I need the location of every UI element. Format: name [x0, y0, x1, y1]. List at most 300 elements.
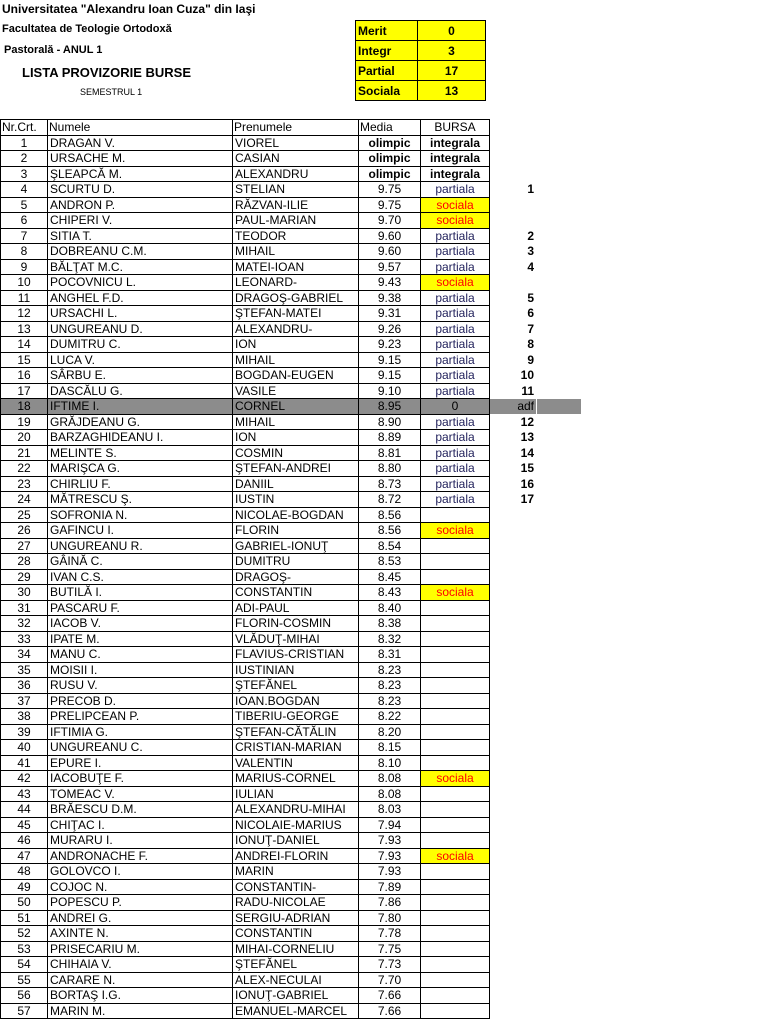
row-rank: 5	[527, 290, 534, 305]
row-spacer	[537, 383, 581, 399]
row-number: 16	[1, 368, 48, 384]
row-surname: SÂRBU E.	[48, 368, 233, 384]
table-row	[1, 352, 581, 368]
row-rank: 1	[527, 182, 534, 197]
row-surname: TOMEAC V.	[48, 786, 233, 802]
row-spacer	[537, 647, 581, 663]
row-number: 47	[1, 848, 48, 864]
row-spacer	[537, 461, 581, 477]
row-number: 27	[1, 538, 48, 554]
table-row	[1, 616, 581, 632]
row-first-name: ŞTEFAN-CĂTĂLIN	[233, 724, 359, 740]
row-average: 7.86	[359, 895, 421, 911]
row-number: 24	[1, 492, 48, 508]
table-row	[1, 430, 581, 446]
row-rank: 10	[520, 368, 534, 383]
row-surname: ANGHEL F.D.	[48, 290, 233, 306]
row-rank	[490, 275, 537, 291]
row-number: 45	[1, 817, 48, 833]
table-row	[1, 833, 581, 849]
row-surname: IFTIMIA G.	[48, 724, 233, 740]
row-scholarship: 0	[421, 399, 490, 415]
row-spacer	[537, 941, 581, 957]
table-row	[1, 445, 581, 461]
row-first-name: MIHAI-CORNELIU	[233, 941, 359, 957]
row-first-name: LEONARD-	[233, 275, 359, 291]
row-first-name: ALEXANDRU-	[233, 321, 359, 337]
row-spacer	[537, 197, 581, 213]
row-average: 7.66	[359, 1003, 421, 1019]
row-average: 8.08	[359, 771, 421, 787]
row-surname: PRECOB D.	[48, 693, 233, 709]
university-name: Universitatea "Alexandru Ioan Cuza" din Iaşi	[2, 2, 256, 16]
table-row	[1, 1003, 581, 1019]
row-number: 5	[1, 197, 48, 213]
row-scholarship	[421, 957, 490, 973]
row-scholarship	[421, 988, 490, 1004]
row-surname: URSACHI L.	[48, 306, 233, 322]
row-rank	[490, 848, 537, 864]
row-number: 44	[1, 802, 48, 818]
row-scholarship	[421, 569, 490, 585]
row-surname: ANDRONACHE F.	[48, 848, 233, 864]
row-number: 26	[1, 523, 48, 539]
row-number: 30	[1, 585, 48, 601]
row-first-name: ŞTEFĂNEL	[233, 957, 359, 973]
row-spacer	[537, 631, 581, 647]
summary-value: 3	[418, 41, 486, 61]
table-row	[1, 895, 581, 911]
row-number: 28	[1, 554, 48, 570]
row-rank	[490, 135, 537, 151]
table-row	[1, 337, 581, 353]
row-rank	[490, 616, 537, 632]
row-surname: IPATE M.	[48, 631, 233, 647]
row-scholarship: sociala	[421, 213, 490, 229]
row-surname: UNGUREANU D.	[48, 321, 233, 337]
row-spacer	[537, 244, 581, 260]
row-first-name: TEODOR	[233, 228, 359, 244]
row-first-name: VIOREL	[233, 135, 359, 151]
row-surname: MARIN M.	[48, 1003, 233, 1019]
row-spacer	[537, 306, 581, 322]
row-first-name: COSMIN	[233, 445, 359, 461]
row-rank	[490, 151, 537, 167]
row-spacer	[537, 430, 581, 446]
table-row	[1, 864, 581, 880]
row-number: 35	[1, 662, 48, 678]
row-rank: 15	[520, 461, 534, 476]
row-number: 1	[1, 135, 48, 151]
row-rank	[490, 926, 537, 942]
row-rank: 3	[527, 244, 534, 259]
row-number: 38	[1, 709, 48, 725]
table-row	[1, 724, 581, 740]
row-first-name: FLORIN-COSMIN	[233, 616, 359, 632]
row-first-name: ION	[233, 337, 359, 353]
table-row	[1, 972, 581, 988]
table-row	[1, 275, 581, 291]
table-row	[1, 228, 581, 244]
row-number: 40	[1, 740, 48, 756]
row-number: 50	[1, 895, 48, 911]
row-scholarship	[421, 879, 490, 895]
row-first-name: ION	[233, 430, 359, 446]
row-scholarship: partiala	[421, 337, 490, 353]
row-rank	[490, 647, 537, 663]
row-scholarship: partiala	[421, 228, 490, 244]
row-spacer	[537, 538, 581, 554]
row-spacer	[537, 879, 581, 895]
row-average: olimpic	[359, 135, 421, 151]
table-row	[1, 957, 581, 973]
table-row	[1, 523, 581, 539]
row-spacer	[537, 523, 581, 539]
row-spacer	[537, 507, 581, 523]
row-spacer	[537, 693, 581, 709]
row-surname: CARARE N.	[48, 972, 233, 988]
row-number: 8	[1, 244, 48, 260]
row-average: 9.75	[359, 197, 421, 213]
row-average: 9.15	[359, 352, 421, 368]
summary-value: 13	[418, 81, 486, 101]
row-number: 48	[1, 864, 48, 880]
row-rank	[490, 771, 537, 787]
row-number: 12	[1, 306, 48, 322]
row-spacer	[537, 414, 581, 430]
row-scholarship: partiala	[421, 259, 490, 275]
row-average: 9.15	[359, 368, 421, 384]
row-number: 25	[1, 507, 48, 523]
row-average: 8.40	[359, 600, 421, 616]
row-rank	[490, 538, 537, 554]
row-surname: GAFINCU I.	[48, 523, 233, 539]
row-scholarship: partiala	[421, 368, 490, 384]
row-average: 9.75	[359, 182, 421, 198]
row-surname: DUMITRU C.	[48, 337, 233, 353]
row-average: 9.26	[359, 321, 421, 337]
row-rank	[490, 957, 537, 973]
table-row	[1, 414, 581, 430]
row-spacer	[537, 786, 581, 802]
row-scholarship	[421, 709, 490, 725]
row-first-name: ANDREI-FLORIN	[233, 848, 359, 864]
row-scholarship: sociala	[421, 771, 490, 787]
row-number: 15	[1, 352, 48, 368]
row-average: 8.38	[359, 616, 421, 632]
table-row	[1, 910, 581, 926]
row-scholarship	[421, 600, 490, 616]
row-spacer	[537, 926, 581, 942]
row-scholarship: partiala	[421, 244, 490, 260]
row-spacer	[537, 988, 581, 1004]
row-number: 39	[1, 724, 48, 740]
row-rank: 12	[520, 414, 534, 429]
row-number: 54	[1, 957, 48, 973]
row-surname: BĂLŢAT M.C.	[48, 259, 233, 275]
row-spacer	[537, 600, 581, 616]
row-first-name: BOGDAN-EUGEN	[233, 368, 359, 384]
row-rank	[490, 709, 537, 725]
row-surname: PRELIPCEAN P.	[48, 709, 233, 725]
row-scholarship	[421, 507, 490, 523]
row-number: 14	[1, 337, 48, 353]
row-average: 7.73	[359, 957, 421, 973]
row-average: 8.73	[359, 476, 421, 492]
row-spacer	[537, 399, 581, 415]
row-first-name: RADU-NICOLAE	[233, 895, 359, 911]
row-first-name: TIBERIU-GEORGE	[233, 709, 359, 725]
row-number: 42	[1, 771, 48, 787]
row-scholarship: partiala	[421, 306, 490, 322]
table-row	[1, 182, 581, 198]
table-row	[1, 492, 581, 508]
table-row	[1, 740, 581, 756]
table-row	[1, 507, 581, 523]
row-number: 17	[1, 383, 48, 399]
summary-row	[356, 41, 486, 61]
row-surname: CHIPERI V.	[48, 213, 233, 229]
table-row	[1, 678, 581, 694]
row-surname: CHIŢAC I.	[48, 817, 233, 833]
summary-label: Integr	[356, 41, 418, 61]
row-spacer	[537, 724, 581, 740]
row-rank	[490, 507, 537, 523]
row-rank	[490, 662, 537, 678]
row-spacer	[537, 864, 581, 880]
row-rank: 17	[520, 492, 534, 507]
row-first-name: NICOLAIE-MARIUS	[233, 817, 359, 833]
row-first-name: MIHAIL	[233, 352, 359, 368]
row-surname: UNGUREANU C.	[48, 740, 233, 756]
row-average: 8.81	[359, 445, 421, 461]
row-spacer	[537, 368, 581, 384]
row-first-name: ALEX-NECULAI	[233, 972, 359, 988]
row-spacer	[537, 910, 581, 926]
row-spacer	[537, 848, 581, 864]
table-row	[1, 802, 581, 818]
row-number: 49	[1, 879, 48, 895]
row-spacer	[537, 771, 581, 787]
table-row	[1, 848, 581, 864]
row-rank: 4	[527, 259, 534, 274]
row-surname: ANDRON P.	[48, 197, 233, 213]
row-scholarship	[421, 554, 490, 570]
row-number: 41	[1, 755, 48, 771]
row-spacer	[537, 445, 581, 461]
row-scholarship	[421, 755, 490, 771]
row-first-name: VASILE	[233, 383, 359, 399]
row-first-name: MARIUS-CORNEL	[233, 771, 359, 787]
row-average: 7.89	[359, 879, 421, 895]
row-spacer	[537, 616, 581, 632]
row-number: 2	[1, 151, 48, 167]
row-surname: SITIA T.	[48, 228, 233, 244]
row-scholarship: partiala	[421, 492, 490, 508]
row-scholarship: partiala	[421, 414, 490, 430]
row-number: 6	[1, 213, 48, 229]
row-rank	[490, 1003, 537, 1019]
table-row	[1, 368, 581, 384]
row-number: 3	[1, 166, 48, 182]
row-scholarship: partiala	[421, 430, 490, 446]
table-row	[1, 476, 581, 492]
row-average: 8.43	[359, 585, 421, 601]
row-rank	[490, 895, 537, 911]
row-rank	[490, 879, 537, 895]
row-average: 8.03	[359, 802, 421, 818]
row-average: 7.66	[359, 988, 421, 1004]
row-rank: 2	[527, 228, 534, 243]
row-first-name: ŞTEFAN-MATEI	[233, 306, 359, 322]
row-rank	[490, 817, 537, 833]
table-row	[1, 755, 581, 771]
row-surname: PASCARU F.	[48, 600, 233, 616]
row-number: 55	[1, 972, 48, 988]
row-scholarship: partiala	[421, 290, 490, 306]
row-rank	[490, 833, 537, 849]
row-average: 8.90	[359, 414, 421, 430]
row-rank	[490, 585, 537, 601]
summary-row	[356, 21, 486, 41]
row-number: 32	[1, 616, 48, 632]
row-scholarship	[421, 864, 490, 880]
row-average: 8.95	[359, 399, 421, 415]
row-number: 52	[1, 926, 48, 942]
row-scholarship: partiala	[421, 445, 490, 461]
row-spacer	[537, 135, 581, 151]
row-number: 37	[1, 693, 48, 709]
row-surname: SCURTU D.	[48, 182, 233, 198]
table-row	[1, 988, 581, 1004]
table-row	[1, 213, 581, 229]
row-first-name: ŞTEFĂNEL	[233, 678, 359, 694]
row-surname: RUSU V.	[48, 678, 233, 694]
table-row	[1, 926, 581, 942]
row-surname: DOBREANU C.M.	[48, 244, 233, 260]
row-surname: MOISII I.	[48, 662, 233, 678]
row-average: 8.08	[359, 786, 421, 802]
row-spacer	[537, 151, 581, 167]
table-row	[1, 569, 581, 585]
scholarship-summary	[355, 20, 486, 101]
row-surname: BUTILĂ I.	[48, 585, 233, 601]
row-number: 34	[1, 647, 48, 663]
row-surname: DRAGAN V.	[48, 135, 233, 151]
row-first-name: EMANUEL-MARCEL	[233, 1003, 359, 1019]
semester-label: SEMESTRUL 1	[80, 87, 143, 97]
row-spacer	[537, 740, 581, 756]
row-first-name: ALEXANDRU	[233, 166, 359, 182]
row-scholarship	[421, 647, 490, 663]
row-average: 8.56	[359, 507, 421, 523]
row-scholarship: partiala	[421, 476, 490, 492]
row-scholarship	[421, 616, 490, 632]
row-rank	[490, 631, 537, 647]
row-surname: AXINTE N.	[48, 926, 233, 942]
row-rank	[490, 554, 537, 570]
row-number: 9	[1, 259, 48, 275]
row-number: 46	[1, 833, 48, 849]
row-spacer	[537, 569, 581, 585]
row-scholarship	[421, 926, 490, 942]
row-scholarship	[421, 678, 490, 694]
row-number: 23	[1, 476, 48, 492]
row-spacer	[537, 476, 581, 492]
row-number: 11	[1, 290, 48, 306]
row-average: 9.70	[359, 213, 421, 229]
row-number: 31	[1, 600, 48, 616]
row-average: 7.80	[359, 910, 421, 926]
row-spacer	[537, 259, 581, 275]
row-surname: MANU C.	[48, 647, 233, 663]
table-row	[1, 879, 581, 895]
row-surname: LUCA V.	[48, 352, 233, 368]
table-header-row	[1, 120, 581, 136]
row-spacer	[537, 166, 581, 182]
row-rank	[490, 972, 537, 988]
row-rank: 16	[520, 476, 534, 491]
row-scholarship	[421, 538, 490, 554]
row-rank: 8	[527, 337, 534, 352]
row-rank	[490, 941, 537, 957]
row-average: 9.31	[359, 306, 421, 322]
row-number: 33	[1, 631, 48, 647]
row-average: 8.20	[359, 724, 421, 740]
row-scholarship: sociala	[421, 523, 490, 539]
column-header-prenume: Prenumele	[233, 120, 359, 136]
table-row	[1, 290, 581, 306]
row-first-name: CONSTANTIN	[233, 926, 359, 942]
row-number: 53	[1, 941, 48, 957]
row-first-name: MATEI-IOAN	[233, 259, 359, 275]
row-average: 9.60	[359, 244, 421, 260]
row-spacer	[537, 957, 581, 973]
row-average: 8.56	[359, 523, 421, 539]
row-scholarship: partiala	[421, 182, 490, 198]
table-row	[1, 647, 581, 663]
table-row	[1, 709, 581, 725]
row-average: 8.23	[359, 678, 421, 694]
row-spacer	[537, 585, 581, 601]
table-row	[1, 585, 581, 601]
row-rank	[490, 197, 537, 213]
row-number: 29	[1, 569, 48, 585]
row-scholarship	[421, 724, 490, 740]
row-number: 36	[1, 678, 48, 694]
row-spacer	[537, 1003, 581, 1019]
row-surname: ŞLEAPCĂ M.	[48, 166, 233, 182]
table-row	[1, 321, 581, 337]
row-scholarship	[421, 631, 490, 647]
row-spacer	[537, 817, 581, 833]
table-row	[1, 151, 581, 167]
summary-value: 0	[418, 21, 486, 41]
row-average: 8.32	[359, 631, 421, 647]
row-scholarship	[421, 817, 490, 833]
row-first-name: IONUŢ-DANIEL	[233, 833, 359, 849]
row-rank	[490, 569, 537, 585]
row-average: 8.31	[359, 647, 421, 663]
table-row	[1, 554, 581, 570]
table-row	[1, 135, 581, 151]
row-average: 8.15	[359, 740, 421, 756]
row-first-name: MARIN	[233, 864, 359, 880]
row-average: 7.93	[359, 848, 421, 864]
row-number: 57	[1, 1003, 48, 1019]
row-surname: IFTIME I.	[48, 399, 233, 415]
row-number: 10	[1, 275, 48, 291]
